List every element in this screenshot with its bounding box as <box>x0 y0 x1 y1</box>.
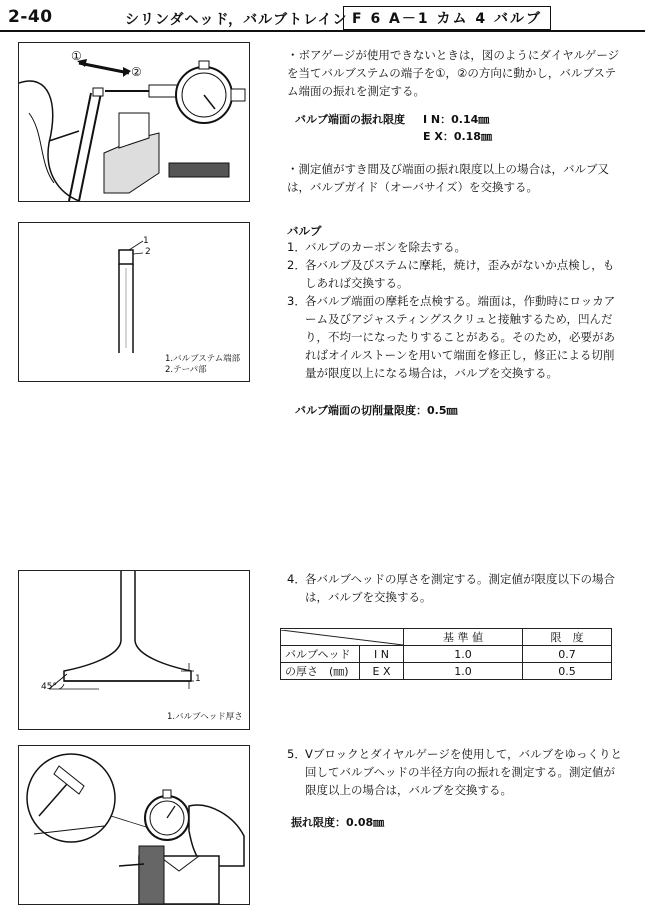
valve-item-list <box>287 238 622 382</box>
table-header-row <box>281 629 612 646</box>
table-cell-limit: 0.7 <box>523 646 612 663</box>
header-rule <box>0 30 645 32</box>
table-row-label: バルブヘッド <box>281 646 360 663</box>
item-text: 各バルブ端面の摩耗を点検する。端面は，作動時にロッカアーム及びアジャスティングスクリュと接触するため，凹んだり，不均一になったりすることがある。そのため，必要があればオイルストーンを用いて端面を修正し，修正による切削量が限度以上になる場合は，バルブを交換する。 <box>305 294 616 380</box>
marker-head-thickness: 1 <box>195 674 201 684</box>
section-title: シリンダヘッド，バルブトレイン <box>125 12 348 28</box>
figure-valve-stem-end <box>18 222 250 382</box>
runout-limit-ex: E X：0.18㎜ <box>423 130 492 143</box>
item-number: 5． <box>287 747 306 761</box>
table-cell-type: I N <box>360 646 404 663</box>
item-text: 各バルブ及びステムに摩耗，焼け，歪みがないか点検し，もしあれば交換する。 <box>305 258 615 290</box>
cut-limit: バルブ端面の切削量限度：0.5㎜ <box>295 404 458 417</box>
runout-limit-label: バルブ端面の振れ限度 <box>295 113 405 126</box>
item-text: バルブのカーボンを除去する。 <box>305 240 466 254</box>
angle-label: 45° <box>41 682 57 692</box>
replacement-note: ・測定値がすき間及び端面の振れ限度以上の場合は，バルブ又は，バルブガイド（オーバサイズ）を交換する。 <box>287 162 609 194</box>
table-row <box>281 646 612 663</box>
caption-taper: 2.テーパ部 <box>165 365 207 375</box>
head-thickness-table <box>280 628 612 680</box>
caption-head-thickness: 1.バルブヘッド厚さ <box>167 712 243 722</box>
caption-stem-end: 1.バルブステム端部 <box>165 354 241 364</box>
direction-label-1: ① <box>71 49 82 63</box>
figure-valve-head-thickness <box>18 570 250 730</box>
table-row <box>281 663 612 680</box>
figure-dial-gauge-stem <box>18 42 250 202</box>
runout-limit: 振れ限度：0.08㎜ <box>291 816 385 829</box>
table-cell-standard: 1.0 <box>404 646 523 663</box>
runout-item <box>287 745 622 799</box>
table-header-limit: 限 度 <box>523 629 612 646</box>
diagonal-slash <box>281 630 403 645</box>
list-item <box>287 238 622 256</box>
head-thickness-item <box>287 570 622 606</box>
table-cell-limit: 0.5 <box>523 663 612 680</box>
table-corner-cell <box>281 629 404 646</box>
item-number: 2． <box>287 258 306 272</box>
table-cell-type: E X <box>360 663 404 680</box>
marker-stem-end: 1 <box>143 236 149 246</box>
item-number: 4． <box>287 572 306 586</box>
figure-vblock-runout <box>18 745 250 905</box>
direction-label-2: ② <box>131 65 142 79</box>
list-item <box>287 256 622 292</box>
table-row-label: の厚さ (㎜) <box>281 663 360 680</box>
vblock-runout-illustration <box>19 746 249 904</box>
marker-taper: 2 <box>145 247 151 257</box>
item-number: 1． <box>287 240 306 254</box>
valve-head-illustration <box>19 571 249 729</box>
page-number: 2-40 <box>8 7 53 27</box>
item-text: 各バルブヘッドの厚さを測定する。測定値が限度以下の場合は，バルブを交換する。 <box>305 572 616 604</box>
list-item <box>287 292 622 382</box>
table-cell-standard: 1.0 <box>404 663 523 680</box>
runout-limit-in: I N：0.14㎜ <box>423 113 490 126</box>
item-text: Vブロックとダイヤルゲージを使用して，バルブをゆっくりと回してバルブヘッドの半径方向の振れを測定する。測定値が限度以上の場合は，バルブを交換する。 <box>305 747 622 797</box>
table-header-standard: 基 準 値 <box>404 629 523 646</box>
valve-heading: バルブ <box>287 224 322 238</box>
item-number: 3． <box>287 294 306 308</box>
engine-label: F 6 A－1 カム 4 バルブ <box>343 6 551 30</box>
bore-gauge-note: ・ボアゲージが使用できないときは，図のようにダイヤルゲージを当てバルブステムの端子を①，②の方向に動かし，バルブステム端面の振れを測定する。 <box>287 48 620 98</box>
